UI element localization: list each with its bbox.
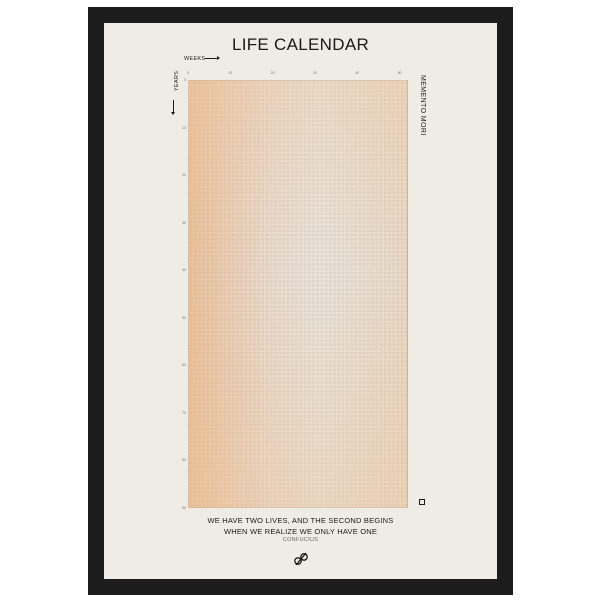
year-tick-label: 80 — [182, 458, 186, 463]
quote-line-2: WHEN WE REALIZE WE ONLY HAVE ONE — [223, 527, 378, 536]
year-tick-label: 70 — [182, 410, 186, 415]
memento-mori-text: MEMENTO MORI — [419, 75, 426, 136]
life-weeks-grid — [188, 80, 408, 508]
quote — [104, 515, 497, 537]
week-tick-label: 10 — [228, 71, 233, 75]
op-logo-icon — [293, 552, 309, 566]
week-tick-row — [188, 71, 408, 77]
quote-line-1: WE HAVE TWO LIVES, AND THE SECOND BEGINS — [207, 516, 394, 525]
years-arrow-icon — [173, 100, 174, 114]
week-tick-label: 40 — [355, 71, 360, 75]
year-tick-label: 0 — [184, 78, 186, 82]
year-tick-label: 50 — [182, 315, 186, 320]
year-tick-label: 30 — [182, 220, 186, 225]
weeks-arrow-icon — [205, 58, 219, 59]
quote-author: CONFUCIUS — [282, 537, 319, 543]
year-tick-column — [178, 80, 186, 508]
year-tick-label: 20 — [182, 173, 186, 178]
poster-paper — [104, 23, 497, 579]
year-tick-label: 10 — [182, 125, 186, 130]
poster-title: LIFE CALENDAR — [231, 35, 370, 54]
week-tick-label: 30 — [312, 71, 317, 75]
year-tick-label: 60 — [182, 363, 186, 368]
year-tick-label: 40 — [182, 268, 186, 273]
end-marker-icon — [419, 499, 425, 505]
week-tick-label: 0 — [187, 71, 189, 75]
years-axis-label: YEARS — [174, 70, 181, 92]
year-tick-label: 90 — [182, 506, 186, 510]
week-tick-label: 50 — [397, 71, 402, 75]
weeks-axis-label: WEEKS — [184, 56, 206, 62]
week-tick-label: 20 — [270, 71, 275, 75]
